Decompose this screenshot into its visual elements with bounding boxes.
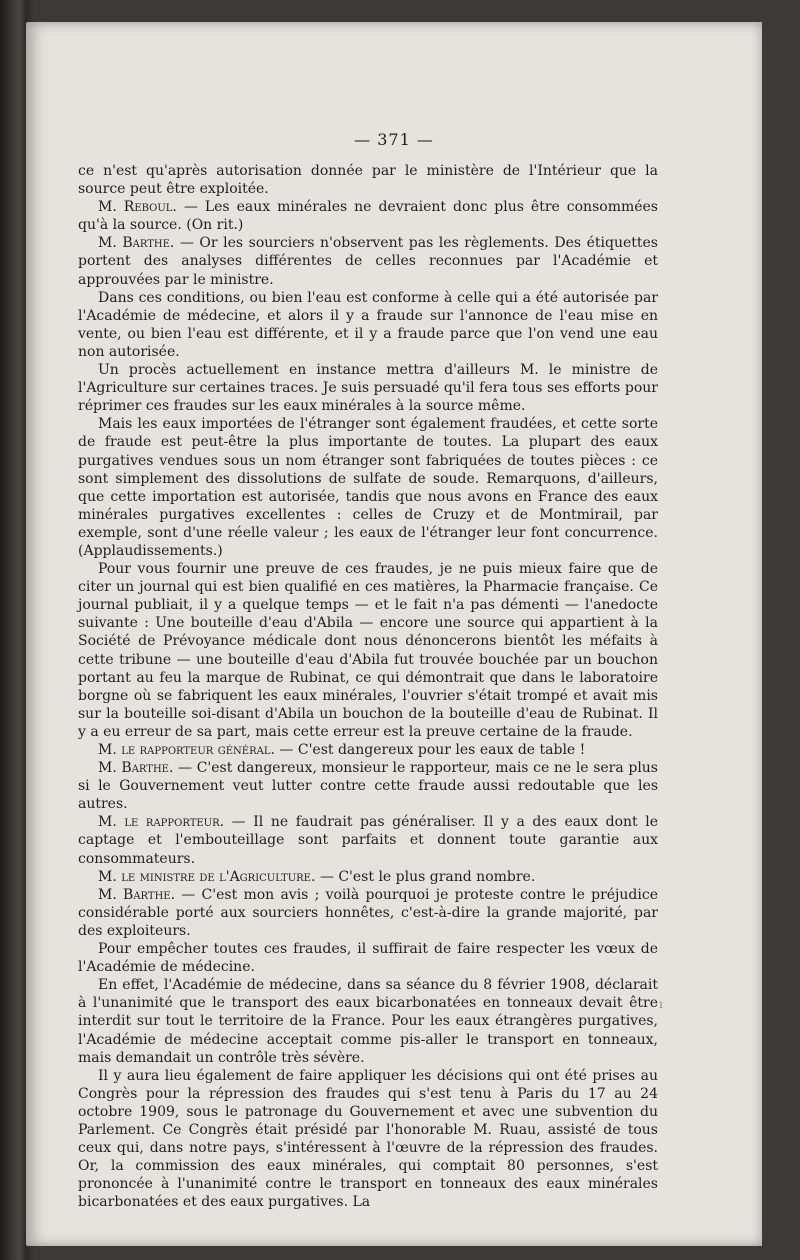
speaker-name: M. le rapporteur général.: [98, 742, 275, 758]
speech-paragraph: [78, 741, 658, 759]
page-number: — 371 —: [354, 130, 434, 149]
paragraph-text: — C'est mon avis ; voilà pourquoi je proteste contre le préjudice considérable porté aux sourciers honnêtes, c'est-à-dire la grande majorité, par des exploiteurs.: [78, 886, 658, 939]
paragraph-text: Pour empêcher toutes ces fraudes, il suffirait de faire respecter les vœux de l'Académie de médecine.: [78, 941, 658, 976]
paragraph-text: En effet, l'Académie de médecine, dans sa séance du 8 février 1908, déclarait à l'unanimité que le transport des eaux bicarbonatées en tonneaux devait être interdit sur tout le territoire de la France. Pour les eaux étrangères purgatives, l'Académie de médecine acceptait comme pis-aller le transport en tonneaux, mais demandait un contrôle très sévère.: [78, 977, 658, 1066]
paragraph-text: Dans ces conditions, ou bien l'eau est conforme à celle qui a été autorisée par l'Académie de médecine, et alors il y a fraude sur l'annonce de l'eau mise en vente, ou bien l'eau est différente, et il y a fraude parce que l'on vend une eau non autorisée.: [78, 289, 658, 360]
paragraph-text: — Il ne faudrait pas généraliser. Il y a des eaux dont le captage et l'embouteillage sont parfaits et donnent toute garantie aux consommateurs.: [78, 814, 658, 867]
paragraph-text: — C'est dangereux pour les eaux de table !: [274, 742, 586, 758]
speaker-name: M. Barthe.: [98, 760, 174, 777]
speech-paragraph: [78, 886, 658, 940]
speech-paragraph: [78, 813, 658, 867]
paragraph: [78, 361, 658, 415]
paragraph: [78, 162, 658, 198]
speaker-name: M. Reboul.: [98, 199, 177, 216]
paragraph-text: ce n'est qu'après autorisation donnée par le ministère de l'Intérieur que la source peut être exploitée.: [78, 163, 658, 198]
speech-paragraph: [78, 868, 658, 886]
paragraph-text: Mais les eaux importées de l'étranger sont également fraudées, et cette sorte de fraude est peut-être la plus importante de toutes. La plupart des eaux purgatives vendues sous un nom étranger sont fabriquées de toutes pièces : ce sont simplement des dissolutions de sulfate de soude. Remarquons, d'ailleurs, que cette importation est autorisée, tandis que nous avons en France des eaux minérales purgatives excellentes : celles de Cruzy et de Montmirail, par exemple, sont d'une réelle valeur ; les eaux de l'étranger leur font concurrence. (Applaudissements.): [78, 416, 658, 559]
speaker-name: M. le rapporteur.: [98, 814, 225, 831]
paragraph: [78, 1067, 658, 1212]
speaker-name: M. Barthe.: [98, 886, 176, 903]
paragraph: [78, 289, 658, 361]
speaker-name: M. Barthe.: [98, 235, 175, 252]
paragraph-text: — Les eaux minérales ne devraient donc plus être consommées qu'à la source. (On rit.): [78, 199, 658, 234]
paragraph: [78, 976, 658, 1066]
paragraph-text: — C'est le plus grand nombre.: [315, 868, 536, 885]
speech-paragraph: [78, 759, 658, 813]
speech-paragraph: [78, 234, 658, 288]
document-page: [26, 22, 762, 1246]
paragraph: [78, 940, 658, 976]
paragraph-text: — C'est dangereux, monsieur le rapporteur, mais ce ne le sera plus si le Gouvernement veut lutter contre cette fraude aussi redoutable que les autres.: [78, 760, 658, 813]
body-text: [78, 162, 658, 1211]
paragraph-text: Un procès actuellement en instance mettra d'ailleurs M. le ministre de l'Agriculture sur certaines traces. Je suis persuadé qu'il fera tous ses efforts pour réprimer ces fraudes sur les eaux minérales à la source même.: [78, 362, 658, 415]
paragraph: [78, 415, 658, 560]
speech-paragraph: [78, 198, 658, 234]
paragraph-text: Il y aura lieu également de faire appliquer les décisions qui ont été prises au Congrès pour la répression des fraudes qui s'est tenu à Paris du 17 au 24 octobre 1909, sous le patronage du Gouvernement et avec une subvention du Parlement. Ce Congrès était présidé par l'honorable M. Ruau, assisté de tous ceux qui, dans notre pays, s'intéressent à l'œuvre de la répression des fraudes. Or, la commission des eaux minérales, qui comptait 80 personnes, s'est prononcée à l'unanimité contre le transport en tonneaux des eaux minérales bicarbonatées et des eaux purgatives. La: [78, 1067, 658, 1211]
paragraph-text: Pour vous fournir une preuve de ces fraudes, je ne puis mieux faire que de citer un journal qui est bien qualifié en ces matières, la Pharmacie française. Ce journal publiait, il y a quelque temps — et le fait n'a pas démenti — l'anedocte suivante : Une bouteille d'eau d'Abila — encore une source qui appartient à la Société de Prévoyance médicale dont nous dénoncerons bientôt les méfaits à cette tribune — une bouteille d'eau d'Abila fut trouvée bouchée par un bouchon portant au feu la marque de Rubinat, ce qui démontrait que dans le laboratoire borgne où se fabriquent les eaux minérales, l'ouvrier s'était trompé et avait mis sur la bouteille soi-disant d'Abila un bouchon de la bouteille d'eau de Rubinat. Il y a eu erreur de sa part, mais cette erreur est la preuve certaine de la fraude.: [78, 561, 658, 740]
paragraph-text: — Or les sourciers n'observent pas les règlements. Des étiquettes portent des analyses différentes de celles reconnues par l'Académie et approuvées par le ministre.: [78, 235, 658, 288]
paragraph: [78, 560, 658, 741]
margin-mark: ı: [659, 997, 663, 1011]
speaker-name: M. le ministre de l'Agriculture.: [98, 868, 316, 885]
